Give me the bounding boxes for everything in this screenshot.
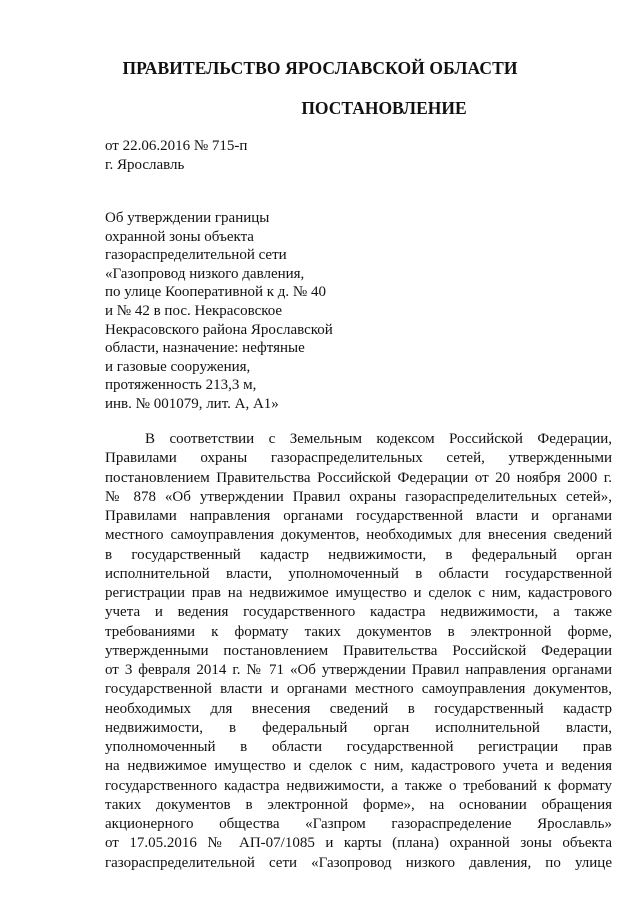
body-line: газораспределительной сети «Газопровод низкого давления, по улице — [105, 854, 612, 871]
body-line: Правилами охраны газораспределительных сетей, утвержденными — [105, 450, 612, 467]
subject-line: области, назначение: нефтяные — [105, 340, 305, 357]
body-line: на недвижимое имущество и сделок с ним, кадастрового учета и ведения — [105, 758, 612, 775]
subject-line: протяженность 213,3 м, — [105, 377, 257, 394]
body-line: требованиями к формату таких документов в электронной форме, — [105, 623, 612, 640]
body-line: недвижимости, в федеральный орган исполнительной власти, — [105, 719, 612, 736]
body-line: от 17.05.2016 № АП-07/1085 и карты (плана) охранной зоны объекта — [105, 835, 612, 852]
subject-line: и № 42 в пос. Некрасовское — [105, 302, 283, 319]
document-subject — [105, 209, 333, 414]
body-line: от 3 февраля 2014 г. № 71 «Об утверждении Правил направления органами — [105, 662, 612, 678]
body-line: утвержденными постановлением Правительства Российской Федерации — [105, 642, 612, 659]
government-title: ПРАВИТЕЛЬСТВО ЯРОСЛАВСКОЙ ОБЛАСТИ — [122, 58, 518, 78]
body-line: государственной власти и органами местного самоуправления документов, — [105, 681, 612, 698]
subject-line: охранной зоны объекта — [105, 228, 254, 245]
date-number: от 22.06.2016 № 715-п — [105, 138, 248, 154]
subject-line: инв. № 001079, лит. А, А1» — [105, 395, 279, 412]
subject-line: по улице Кооперативной к д. № 40 — [105, 284, 326, 301]
body-line: местного самоуправления документов, необходимых для внесения сведений — [105, 527, 612, 544]
body-line: регистрации прав на недвижимое имущество и сделок с ним, кадастрового — [105, 585, 612, 601]
body-line: В соответствии с Земельным кодексом Российской Федерации, — [145, 431, 612, 447]
document-meta — [105, 137, 247, 175]
subject-line: газораспределительной сети — [105, 247, 287, 264]
subject-line: Некрасовского района Ярославской — [105, 321, 333, 338]
body-line: № 878 «Об утверждении Правил охраны газораспределительных сетей», — [105, 488, 612, 505]
subject-line: и газовые сооружения, — [105, 358, 251, 375]
body-line: необходимых для внесения сведений в государственный кадастр — [105, 700, 612, 717]
body-line: постановлением Правительства Российской Федерации от 20 ноября 2000 г. — [105, 469, 612, 486]
city: г. Ярославль — [105, 157, 185, 173]
subject-line: Об утверждении границы — [105, 210, 270, 226]
body-line: таких документов в электронной форме», на основании обращения — [105, 796, 612, 813]
document-type-title: ПОСТАНОВЛЕНИЕ — [301, 98, 467, 118]
body-line: акционерного общества «Газпром газораспределение Ярославль» — [105, 816, 612, 832]
body-line: учета и ведения государственного кадастра недвижимости, а также — [105, 604, 612, 621]
body-line: Правилами направления органами государственной власти и органами — [105, 508, 612, 524]
body-line: государственного кадастра недвижимости, а также о требований к формату — [105, 777, 612, 794]
body-line: исполнительной власти, уполномоченный в области государственной — [105, 565, 612, 582]
body-paragraph — [105, 430, 612, 873]
body-line: уполномоченный в области государственной регистрации прав — [105, 739, 612, 755]
body-line: в государственный кадастр недвижимости, в федеральный орган — [105, 546, 612, 563]
subject-line: «Газопровод низкого давления, — [105, 265, 305, 282]
